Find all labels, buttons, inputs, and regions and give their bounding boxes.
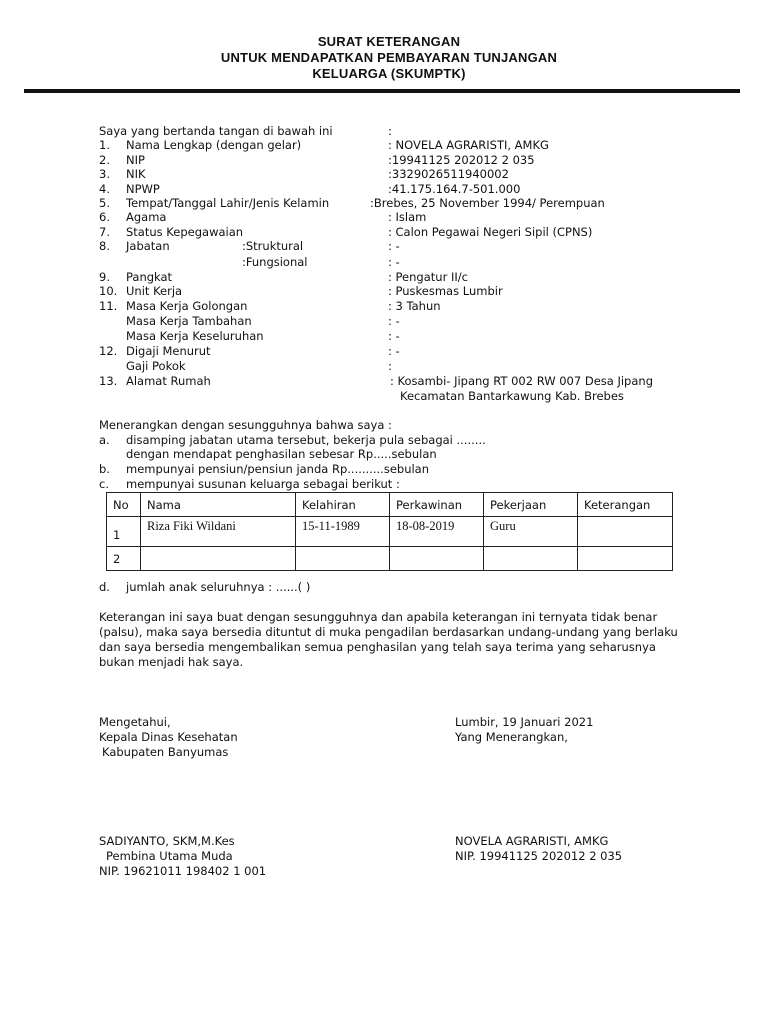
table-cell: 1: [107, 517, 141, 547]
field-value: : -: [388, 255, 400, 269]
table-cell: 15-11-1989: [296, 517, 390, 547]
field-value: :41.175.164.7-501.000: [388, 182, 521, 196]
sig-right-name: NOVELA AGRARISTI, AMKG: [455, 834, 609, 848]
sig-left-line1: Mengetahui,: [99, 715, 171, 729]
field-no: 3.: [99, 167, 110, 181]
field-label: Tempat/Tanggal Lahir/Jenis Kelamin: [126, 196, 330, 210]
field-value: : 3 Tahun: [388, 299, 441, 313]
field-no: 10.: [99, 284, 118, 298]
title-line-3: KELUARGA (SKUMPTK): [312, 66, 466, 81]
field-no: 4.: [99, 182, 110, 196]
table-cell: [296, 547, 390, 571]
field-label: Digaji Menurut: [126, 344, 211, 358]
field-value: :: [388, 359, 392, 373]
field-no: 9.: [99, 270, 110, 284]
table-cell: [578, 517, 673, 547]
field-label: Jabatan: [126, 239, 170, 253]
field-value: : -: [388, 344, 400, 358]
table-cell: 18-08-2019: [390, 517, 484, 547]
sig-right-line2: Yang Menerangkan,: [455, 730, 568, 744]
table-header-cell: Keterangan: [578, 493, 673, 517]
table-cell: [484, 547, 578, 571]
field-label: NIK: [126, 167, 146, 181]
field-label: Nama Lengkap (dengan gelar): [126, 138, 302, 152]
table-header-cell: Perkawinan: [390, 493, 484, 517]
field-value: :19941125 202012 2 035: [388, 153, 535, 167]
statement-text: dengan mendapat penghasilan sebesar Rp.....sebulan: [126, 447, 437, 461]
table-cell: [141, 547, 296, 571]
header-divider: [24, 89, 740, 93]
table-cell: Riza Fiki Wildani: [141, 517, 296, 547]
document-title: [0, 34, 768, 82]
table-header-row: [107, 493, 673, 517]
children-letter: d.: [99, 580, 110, 594]
title-line-1: SURAT KETERANGAN: [317, 34, 461, 49]
field-no: 11.: [99, 299, 118, 313]
field-value: : Calon Pegawai Negeri Sipil (CPNS): [388, 225, 593, 239]
field-value: : Pengatur II/c: [388, 270, 468, 284]
table-header-cell: No: [107, 493, 141, 517]
field-value: Kecamatan Bantarkawung Kab. Brebes: [400, 389, 624, 403]
statement-text: mempunyai pensiun/pensiun janda Rp..........sebulan: [126, 462, 430, 476]
table-header-cell: Kelahiran: [296, 493, 390, 517]
statement-heading: Menerangkan dengan sesungguhnya bahwa saya :: [99, 418, 392, 432]
closing-paragraph: Keterangan ini saya buat dengan sesungguhnya dan apabila keterangan ini ternyata tidak benar (palsu), maka saya bersedia dituntut di muka pengadilan berdasarkan undang-undang yang berlaku dan saya bersedia mengembalikan semua penghasilan yang telah saya terima yang seharusnya bukan menjadi hak saya.: [99, 610, 678, 669]
sig-left-rank: Pembina Utama Muda: [106, 849, 233, 863]
children-text: jumlah anak seluruhnya : ......( ): [126, 580, 311, 594]
statement-letter: a.: [99, 433, 110, 447]
field-label: Status Kepegawaian: [126, 225, 244, 239]
intro-colon: :: [388, 124, 392, 138]
table-header-cell: Pekerjaan: [484, 493, 578, 517]
field-value: : -: [388, 239, 400, 253]
table-cell: Guru: [484, 517, 578, 547]
field-value: : -: [388, 329, 400, 343]
field-label: NPWP: [126, 182, 160, 196]
statement-letter: b.: [99, 462, 110, 476]
field-no: 7.: [99, 225, 110, 239]
field-value: :Brebes, 25 November 1994/ Perempuan: [370, 196, 605, 210]
field-sublabel: :Fungsional: [242, 255, 308, 269]
field-label: Alamat Rumah: [126, 374, 211, 388]
table-row: [107, 547, 673, 571]
field-no: 8.: [99, 239, 110, 253]
field-value: : -: [388, 314, 400, 328]
title-line-2: UNTUK MENDAPATKAN PEMBAYARAN TUNJANGAN: [220, 50, 558, 65]
statement-text: disamping jabatan utama tersebut, bekerja pula sebagai ........: [126, 433, 486, 447]
table-cell: 2: [107, 547, 141, 571]
statement-letter: c.: [99, 477, 109, 491]
sig-left-nip: NIP. 19621011 198402 1 001: [99, 864, 267, 878]
field-label: Pangkat: [126, 270, 173, 284]
family-table: [106, 492, 673, 571]
field-label: Masa Kerja Keseluruhan: [126, 329, 264, 343]
field-value: : NOVELA AGRARISTI, AMKG: [388, 138, 549, 152]
field-no: 2.: [99, 153, 110, 167]
table-cell: [390, 547, 484, 571]
field-value: : Puskesmas Lumbir: [388, 284, 503, 298]
field-sublabel: :Struktural: [242, 239, 304, 253]
field-label: Agama: [126, 210, 167, 224]
field-value: : Kosambi- Jipang RT 002 RW 007 Desa Jipang: [390, 374, 653, 388]
field-no: 13.: [99, 374, 118, 388]
statement-text: mempunyai susunan keluarga sebagai berikut :: [126, 477, 400, 491]
table-header-cell: Nama: [141, 493, 296, 517]
field-value: : Islam: [388, 210, 427, 224]
sig-left-line3: Kabupaten Banyumas: [102, 745, 229, 759]
field-no: 6.: [99, 210, 110, 224]
sig-right-place-date: Lumbir, 19 Januari 2021: [455, 715, 594, 729]
intro-label: Saya yang bertanda tangan di bawah ini: [99, 124, 333, 138]
sig-left-line2: Kepala Dinas Kesehatan: [99, 730, 238, 744]
field-label: Masa Kerja Golongan: [126, 299, 248, 313]
sig-right-nip: NIP. 19941125 202012 2 035: [455, 849, 623, 863]
field-label: Unit Kerja: [126, 284, 183, 298]
field-no: 5.: [99, 196, 110, 210]
field-label: Masa Kerja Tambahan: [126, 314, 252, 328]
field-no: 12.: [99, 344, 118, 358]
table-cell: [578, 547, 673, 571]
field-no: 1.: [99, 138, 110, 152]
sig-left-name: SADIYANTO, SKM,M.Kes: [99, 834, 235, 848]
field-label: NIP: [126, 153, 145, 167]
table-row: [107, 517, 673, 547]
field-label: Gaji Pokok: [126, 359, 186, 373]
field-value: :3329026511940002: [388, 167, 509, 181]
